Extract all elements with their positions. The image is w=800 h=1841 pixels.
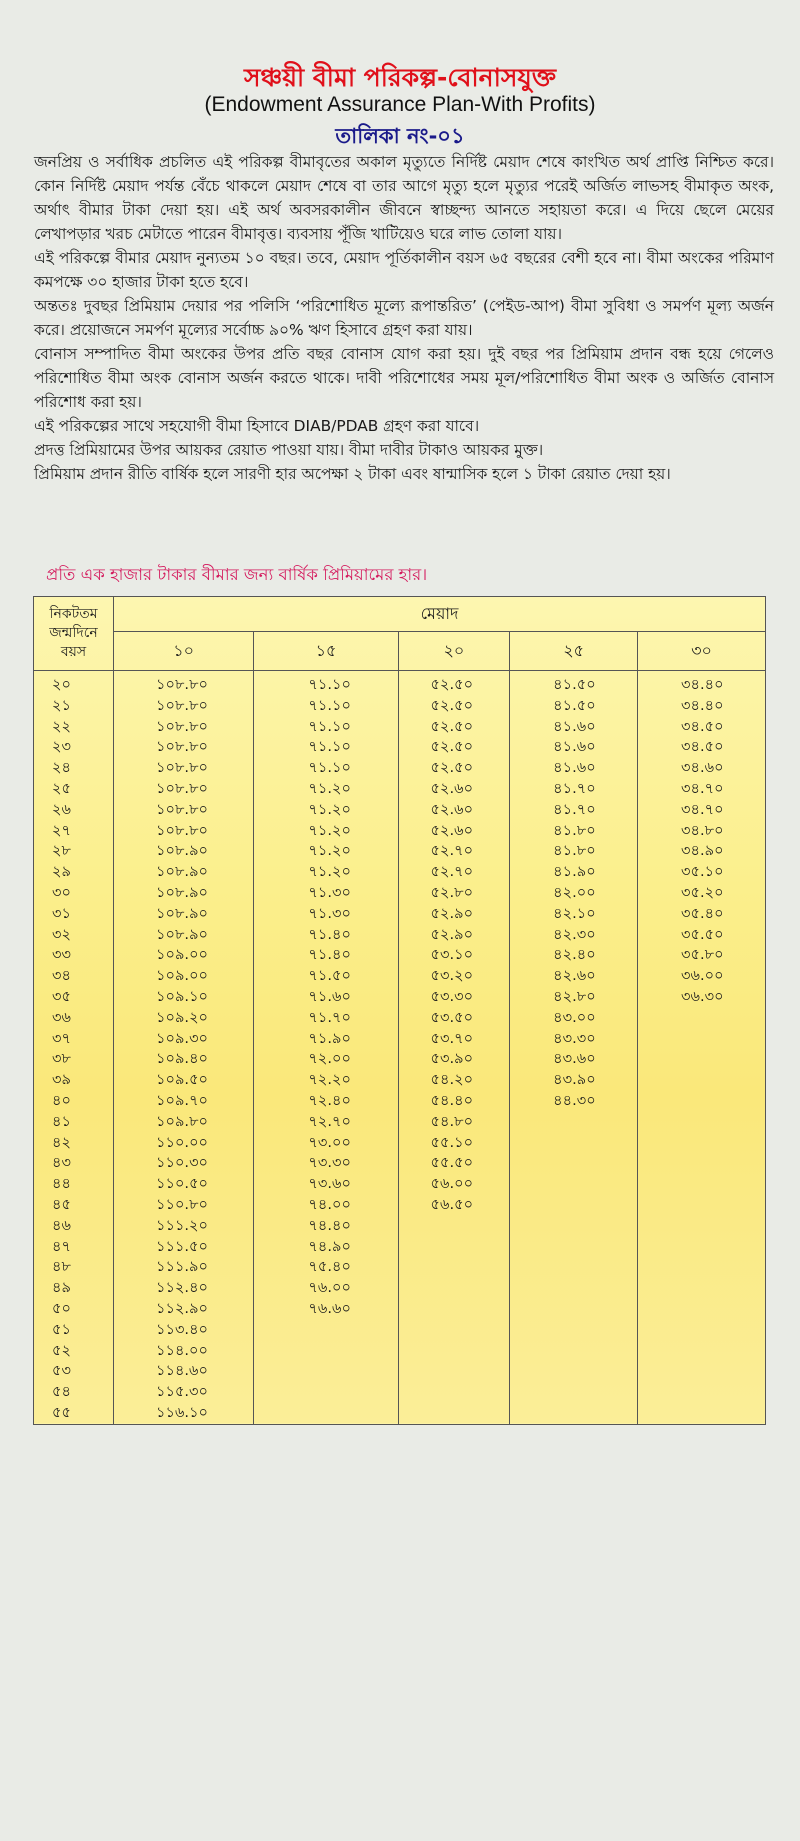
age-cell: ৪০ xyxy=(34,1091,114,1112)
age-cell: ২৭ xyxy=(34,821,114,842)
rate-term-30-cell: ৩৪.৪০ xyxy=(638,696,766,717)
table-row xyxy=(34,1403,766,1424)
rate-term-25-cell: ৪২.৩০ xyxy=(510,925,638,946)
age-cell: ৫০ xyxy=(34,1299,114,1320)
table-row xyxy=(34,945,766,966)
rate-term-30-cell xyxy=(638,1257,766,1278)
table-row xyxy=(34,1153,766,1174)
age-cell: ৪৯ xyxy=(34,1278,114,1299)
rate-term-10-cell: ১১২.৯০ xyxy=(114,1299,254,1320)
table-row xyxy=(34,1008,766,1029)
rate-term-25-cell xyxy=(510,1195,638,1216)
table-row xyxy=(34,1112,766,1133)
rate-term-15-cell: ৭১.৪০ xyxy=(254,925,398,946)
rate-term-20-cell: ৫৩.৫০ xyxy=(398,1008,510,1029)
age-cell: ৩৩ xyxy=(34,945,114,966)
age-cell: ৪৩ xyxy=(34,1153,114,1174)
rate-term-25-cell xyxy=(510,1341,638,1362)
paragraph-paid-up: অন্ততঃ দুবছর প্রিমিয়াম দেয়ার পর পলিসি ‘পরিশোধিত মূল্যে রূপান্তরিত’ (পেইড-আপ) বীমা সুবিধা ও সমর্পণ মূল্য অর্জন করে। প্রয়োজনে সমর্পণ মূল্যের সর্বোচ্চ ৯০% ঋণ হিসাবে গ্রহণ করা যায়। xyxy=(34,297,774,339)
table-row xyxy=(34,1299,766,1320)
rate-term-10-cell: ১০৯.৫০ xyxy=(114,1070,254,1091)
table-row xyxy=(34,696,766,717)
premium-table-body xyxy=(34,671,766,1425)
rate-term-30-cell: ৩৪.৮০ xyxy=(638,821,766,842)
rate-term-15-cell: ৭১.৪০ xyxy=(254,945,398,966)
rate-term-20-cell: ৫৩.৭০ xyxy=(398,1029,510,1050)
page-subtitle: (Endowment Assurance Plan-With Profits) xyxy=(204,93,596,116)
age-cell: ৪৪ xyxy=(34,1174,114,1195)
rate-term-20-cell xyxy=(398,1382,510,1403)
rate-term-10-cell: ১০৮.৮০ xyxy=(114,758,254,779)
rate-term-20-cell: ৫২.৮০ xyxy=(398,883,510,904)
rate-term-30-cell xyxy=(638,1091,766,1112)
rate-term-10-cell: ১০৮.৮০ xyxy=(114,779,254,800)
rate-term-20-cell: ৫৫.১০ xyxy=(398,1133,510,1154)
table-row xyxy=(34,1070,766,1091)
premium-table-container xyxy=(33,596,766,1841)
rate-term-15-cell: ৭৩.৩০ xyxy=(254,1153,398,1174)
table-row xyxy=(34,862,766,883)
table-row xyxy=(34,671,766,696)
rate-term-30-cell xyxy=(638,1112,766,1133)
rate-term-25-cell: ৪২.৮০ xyxy=(510,987,638,1008)
rate-term-20-cell xyxy=(398,1341,510,1362)
table-row xyxy=(34,737,766,758)
rate-term-20-cell: ৫২.৫০ xyxy=(398,671,510,696)
rate-term-10-cell: ১০৯.০০ xyxy=(114,966,254,987)
rate-term-25-cell: ৪২.০০ xyxy=(510,883,638,904)
rate-term-10-cell: ১০৯.০০ xyxy=(114,945,254,966)
rate-term-20-cell: ৫২.৫০ xyxy=(398,717,510,738)
age-cell: ৪৫ xyxy=(34,1195,114,1216)
rate-term-15-cell: ৭২.৭০ xyxy=(254,1112,398,1133)
paragraph-rider: এই পরিকল্পের সাথে সহযোগী বীমা হিসাবে DIAB/PDAB গ্রহণ করা যাবে। xyxy=(34,417,480,435)
rate-term-20-cell: ৫২.৬০ xyxy=(398,779,510,800)
rate-term-20-cell xyxy=(398,1237,510,1258)
rate-term-20-cell: ৫৪.৮০ xyxy=(398,1112,510,1133)
rate-term-25-cell: ৪১.৭০ xyxy=(510,779,638,800)
rate-term-25-cell xyxy=(510,1237,638,1258)
table-row xyxy=(34,717,766,738)
table-row xyxy=(34,821,766,842)
rate-term-25-cell: ৪২.৪০ xyxy=(510,945,638,966)
rate-term-15-cell: ৭১.৯০ xyxy=(254,1029,398,1050)
rate-term-20-cell: ৫৩.৯০ xyxy=(398,1049,510,1070)
rate-term-20-cell xyxy=(398,1216,510,1237)
rate-term-10-cell: ১০৮.৯০ xyxy=(114,904,254,925)
rate-term-15-cell: ৭১.২০ xyxy=(254,779,398,800)
rate-term-25-cell: ৪২.১০ xyxy=(510,904,638,925)
term-25-header: ২৫ xyxy=(510,632,638,671)
rate-term-20-cell: ৫৬.৫০ xyxy=(398,1195,510,1216)
age-cell: ৫২ xyxy=(34,1341,114,1362)
paragraph-tax: প্রদত্ত প্রিমিয়ামের উপর আয়কর রেয়াত পাওয়া যায়। বীমা দাবীর টাকাও আয়কর মুক্ত। xyxy=(34,441,544,459)
age-cell: ৪৬ xyxy=(34,1216,114,1237)
age-cell: ৩১ xyxy=(34,904,114,925)
age-cell: ৩৭ xyxy=(34,1029,114,1050)
rate-term-20-cell: ৫৩.২০ xyxy=(398,966,510,987)
table-row xyxy=(34,1257,766,1278)
rate-term-20-cell: ৫৪.২০ xyxy=(398,1070,510,1091)
rate-term-20-cell: ৫২.৬০ xyxy=(398,800,510,821)
rate-term-30-cell xyxy=(638,1320,766,1341)
rate-term-25-cell: ৪৩.৬০ xyxy=(510,1049,638,1070)
age-cell: ২৬ xyxy=(34,800,114,821)
rate-term-15-cell: ৭১.৩০ xyxy=(254,904,398,925)
table-number: তালিকা নং-০১ xyxy=(335,124,465,148)
rate-term-15-cell xyxy=(254,1361,398,1382)
rate-term-20-cell: ৫৫.৫০ xyxy=(398,1153,510,1174)
rate-term-25-cell: ৪১.৭০ xyxy=(510,800,638,821)
rate-term-25-cell: ৪১.৬০ xyxy=(510,737,638,758)
rate-term-25-cell xyxy=(510,1361,638,1382)
rate-term-10-cell: ১১৬.১০ xyxy=(114,1403,254,1424)
page-title: সঞ্চয়ী বীমা পরিকল্প-বোনাসযুক্ত xyxy=(243,63,557,92)
rate-term-25-cell: ৪১.৫০ xyxy=(510,671,638,696)
rate-term-25-cell xyxy=(510,1299,638,1320)
rate-term-15-cell xyxy=(254,1320,398,1341)
rate-term-10-cell: ১০৮.৮০ xyxy=(114,800,254,821)
age-cell: ৩২ xyxy=(34,925,114,946)
rate-term-20-cell xyxy=(398,1361,510,1382)
rate-term-30-cell xyxy=(638,1361,766,1382)
rate-term-15-cell xyxy=(254,1403,398,1424)
rate-term-20-cell xyxy=(398,1257,510,1278)
table-row xyxy=(34,1091,766,1112)
rate-term-10-cell: ১০৮.৮০ xyxy=(114,696,254,717)
rate-term-30-cell xyxy=(638,1403,766,1424)
table-row xyxy=(34,987,766,1008)
table-row xyxy=(34,1320,766,1341)
rate-term-30-cell: ৩৫.৪০ xyxy=(638,904,766,925)
term-30-header: ৩০ xyxy=(638,632,766,671)
rate-term-20-cell xyxy=(398,1403,510,1424)
rate-term-20-cell: ৫২.৫০ xyxy=(398,696,510,717)
rate-term-20-cell: ৫৩.১০ xyxy=(398,945,510,966)
age-cell: ৪৭ xyxy=(34,1237,114,1258)
table-row xyxy=(34,1049,766,1070)
rate-term-30-cell xyxy=(638,1237,766,1258)
rate-term-10-cell: ১১৩.৪০ xyxy=(114,1320,254,1341)
age-cell: ২৩ xyxy=(34,737,114,758)
rate-term-15-cell: ৭১.১০ xyxy=(254,671,398,696)
age-cell: ৪১ xyxy=(34,1112,114,1133)
rate-term-25-cell xyxy=(510,1216,638,1237)
rate-term-25-cell xyxy=(510,1133,638,1154)
rate-term-10-cell: ১০৮.৯০ xyxy=(114,883,254,904)
age-cell: ২৮ xyxy=(34,841,114,862)
rate-term-30-cell: ৩৬.০০ xyxy=(638,966,766,987)
table-row xyxy=(34,1382,766,1403)
rate-term-10-cell: ১১৪.০০ xyxy=(114,1341,254,1362)
rate-term-10-cell: ১০৯.৮০ xyxy=(114,1112,254,1133)
rate-term-20-cell: ৫৬.০০ xyxy=(398,1174,510,1195)
rate-term-30-cell xyxy=(638,1216,766,1237)
rate-term-15-cell: ৭৪.০০ xyxy=(254,1195,398,1216)
term-column-header: মেয়াদ xyxy=(114,597,766,632)
rate-term-20-cell: ৫৩.৩০ xyxy=(398,987,510,1008)
age-cell: ৩০ xyxy=(34,883,114,904)
age-cell: ২১ xyxy=(34,696,114,717)
age-cell: ৪২ xyxy=(34,1133,114,1154)
rate-term-15-cell: ৭৪.৪০ xyxy=(254,1216,398,1237)
rate-term-15-cell: ৭১.৭০ xyxy=(254,1008,398,1029)
rate-term-30-cell xyxy=(638,1008,766,1029)
rate-term-20-cell: ৫২.৫০ xyxy=(398,758,510,779)
rate-term-25-cell: ৪১.৯০ xyxy=(510,862,638,883)
rate-term-25-cell xyxy=(510,1382,638,1403)
table-row xyxy=(34,1341,766,1362)
rate-term-20-cell xyxy=(398,1320,510,1341)
rate-term-30-cell: ৩৫.১০ xyxy=(638,862,766,883)
rate-term-15-cell xyxy=(254,1382,398,1403)
rate-term-30-cell xyxy=(638,1341,766,1362)
rate-term-30-cell: ৩৫.২০ xyxy=(638,883,766,904)
rate-term-15-cell: ৭২.০০ xyxy=(254,1049,398,1070)
rate-term-10-cell: ১০৮.৯০ xyxy=(114,862,254,883)
age-cell: ২০ xyxy=(34,671,114,696)
table-row xyxy=(34,841,766,862)
paragraph-term: এই পরিকল্পে বীমার মেয়াদ নুন্যতম ১০ বছর। তবে, মেয়াদ পূর্তিকালীন বয়স ৬৫ বছরের বেশী হবে না। বীমা অংকের পরিমাণ কমপক্ষে ৩০ হাজার টাকা হতে হবে। xyxy=(34,249,774,291)
table-row xyxy=(34,758,766,779)
rate-term-20-cell: ৫২.৫০ xyxy=(398,737,510,758)
table-row xyxy=(34,1216,766,1237)
rate-term-20-cell: ৫৪.৪০ xyxy=(398,1091,510,1112)
rate-term-25-cell: ৪২.৬০ xyxy=(510,966,638,987)
rate-term-30-cell xyxy=(638,1278,766,1299)
rate-term-20-cell: ৫২.৭০ xyxy=(398,841,510,862)
age-cell: ৩৫ xyxy=(34,987,114,1008)
table-row xyxy=(34,1029,766,1050)
rate-term-20-cell: ৫২.৭০ xyxy=(398,862,510,883)
age-cell: ৩৪ xyxy=(34,966,114,987)
rate-term-10-cell: ১০৯.৪০ xyxy=(114,1049,254,1070)
rate-term-10-cell: ১১৫.৩০ xyxy=(114,1382,254,1403)
paragraph-rebate: প্রিমিয়াম প্রদান রীতি বার্ষিক হলে সারণী হার অপেক্ষা ২ টাকা এবং ষান্মাসিক হলে ১ টাকা রেয়াত দেয়া হয়। xyxy=(34,465,671,483)
term-20-header: ২০ xyxy=(398,632,510,671)
rate-term-15-cell: ৭৩.০০ xyxy=(254,1133,398,1154)
rate-term-30-cell: ৩৪.৭০ xyxy=(638,779,766,800)
age-cell: ২৯ xyxy=(34,862,114,883)
rate-term-15-cell: ৭২.৪০ xyxy=(254,1091,398,1112)
rate-term-15-cell: ৭১.৩০ xyxy=(254,883,398,904)
rate-term-15-cell: ৭৫.৪০ xyxy=(254,1257,398,1278)
rate-term-20-cell xyxy=(398,1299,510,1320)
rate-term-10-cell: ১১০.৫০ xyxy=(114,1174,254,1195)
rate-term-25-cell xyxy=(510,1403,638,1424)
rate-term-30-cell xyxy=(638,1382,766,1403)
rate-term-30-cell xyxy=(638,1049,766,1070)
rate-term-30-cell xyxy=(638,1299,766,1320)
paragraph-bonus: বোনাস সম্পাদিত বীমা অংকের উপর প্রতি বছর বোনাস যোগ করা হয়। দুই বছর পর প্রিমিয়াম প্রদান বন্ধ হয়ে গেলেও পরিশোধিত বীমা অংক বোনাস অর্জন করতে থাকে। দাবী পরিশোধের সময় মূল/পরিশোধিত বীমা অংক ও অর্জিত বোনাস পরিশোধ করা হয়। xyxy=(34,345,774,411)
rate-term-30-cell xyxy=(638,1070,766,1091)
rate-term-25-cell: ৪১.৬০ xyxy=(510,758,638,779)
age-cell: ২২ xyxy=(34,717,114,738)
rate-term-15-cell: ৭১.১০ xyxy=(254,737,398,758)
rate-term-30-cell: ৩৪.৭০ xyxy=(638,800,766,821)
term-15-header: ১৫ xyxy=(254,632,398,671)
table-row xyxy=(34,904,766,925)
rate-term-25-cell: ৪৩.৯০ xyxy=(510,1070,638,1091)
rate-term-15-cell: ৭১.২০ xyxy=(254,800,398,821)
rate-term-10-cell: ১০৯.৩০ xyxy=(114,1029,254,1050)
table-row xyxy=(34,800,766,821)
rate-term-25-cell xyxy=(510,1153,638,1174)
rate-term-15-cell: ৭২.২০ xyxy=(254,1070,398,1091)
age-cell: ২৪ xyxy=(34,758,114,779)
rate-term-25-cell: ৪১.৫০ xyxy=(510,696,638,717)
rate-term-25-cell xyxy=(510,1112,638,1133)
table-row xyxy=(34,1174,766,1195)
rate-term-15-cell: ৭১.৫০ xyxy=(254,966,398,987)
rate-term-10-cell: ১১৪.৬০ xyxy=(114,1361,254,1382)
age-cell: ৪৮ xyxy=(34,1257,114,1278)
rate-term-25-cell xyxy=(510,1174,638,1195)
rate-term-25-cell xyxy=(510,1257,638,1278)
rate-term-10-cell: ১০৯.২০ xyxy=(114,1008,254,1029)
rate-term-20-cell: ৫২.৯০ xyxy=(398,904,510,925)
rate-term-15-cell: ৭১.২০ xyxy=(254,862,398,883)
table-row xyxy=(34,1278,766,1299)
rate-term-15-cell: ৭১.২০ xyxy=(254,841,398,862)
rate-term-15-cell: ৭৩.৬০ xyxy=(254,1174,398,1195)
rate-term-10-cell: ১০৮.৮০ xyxy=(114,671,254,696)
rate-term-30-cell: ৩৫.৫০ xyxy=(638,925,766,946)
rate-term-15-cell: ৭৬.০০ xyxy=(254,1278,398,1299)
rate-term-30-cell: ৩৪.৫০ xyxy=(638,717,766,738)
age-cell: ৫১ xyxy=(34,1320,114,1341)
rate-term-30-cell xyxy=(638,1029,766,1050)
rate-term-25-cell xyxy=(510,1278,638,1299)
term-10-header: ১০ xyxy=(114,632,254,671)
rate-term-10-cell: ১০৮.৯০ xyxy=(114,841,254,862)
rate-term-10-cell: ১০৮.৮০ xyxy=(114,717,254,738)
rate-term-10-cell: ১০৯.৭০ xyxy=(114,1091,254,1112)
rate-term-25-cell: ৪৩.০০ xyxy=(510,1008,638,1029)
rate-term-30-cell: ৩৪.৬০ xyxy=(638,758,766,779)
age-cell: ৩৮ xyxy=(34,1049,114,1070)
rate-term-15-cell xyxy=(254,1341,398,1362)
rate-term-10-cell: ১১১.২০ xyxy=(114,1216,254,1237)
rate-term-30-cell: ৩৪.৫০ xyxy=(638,737,766,758)
rate-term-10-cell: ১১০.৩০ xyxy=(114,1153,254,1174)
rate-term-15-cell: ৭১.২০ xyxy=(254,821,398,842)
table-row xyxy=(34,1195,766,1216)
age-cell: ২৫ xyxy=(34,779,114,800)
table-row xyxy=(34,1361,766,1382)
rate-term-25-cell xyxy=(510,1320,638,1341)
rate-term-15-cell: ৭১.১০ xyxy=(254,696,398,717)
rate-term-25-cell: ৪৪.৩০ xyxy=(510,1091,638,1112)
rate-term-30-cell xyxy=(638,1195,766,1216)
table-row xyxy=(34,1133,766,1154)
rate-term-10-cell: ১০৯.১০ xyxy=(114,987,254,1008)
rate-term-30-cell xyxy=(638,1153,766,1174)
rate-term-10-cell: ১১১.৯০ xyxy=(114,1257,254,1278)
age-cell: ৩৬ xyxy=(34,1008,114,1029)
rate-term-25-cell: ৪১.৬০ xyxy=(510,717,638,738)
rate-term-15-cell: ৭৪.৯০ xyxy=(254,1237,398,1258)
table-row xyxy=(34,966,766,987)
rate-term-30-cell: ৩৬.৩০ xyxy=(638,987,766,1008)
rate-term-10-cell: ১১০.৮০ xyxy=(114,1195,254,1216)
rate-term-10-cell: ১১২.৪০ xyxy=(114,1278,254,1299)
table-row xyxy=(34,883,766,904)
rate-term-25-cell: ৪৩.৩০ xyxy=(510,1029,638,1050)
rate-term-10-cell: ১০৮.৮০ xyxy=(114,821,254,842)
age-cell: ৩৯ xyxy=(34,1070,114,1091)
rate-term-15-cell: ৭১.১০ xyxy=(254,758,398,779)
rate-term-30-cell: ৩৫.৮০ xyxy=(638,945,766,966)
rate-term-10-cell: ১০৮.৮০ xyxy=(114,737,254,758)
rate-term-15-cell: ৭৬.৬০ xyxy=(254,1299,398,1320)
age-cell: ৫৩ xyxy=(34,1361,114,1382)
age-cell: ৫৫ xyxy=(34,1403,114,1424)
table-row xyxy=(34,925,766,946)
rate-term-15-cell: ৭১.৬০ xyxy=(254,987,398,1008)
plan-description xyxy=(34,150,774,486)
premium-rate-table xyxy=(33,596,766,1425)
paragraph-intro: জনপ্রিয় ও সর্বাধিক প্রচলিত এই পরিকল্প বীমাবৃতের অকাল মৃত্যুতে নির্দিষ্ট মেয়াদ শেষে কাংখিত অর্থ প্রাপ্তি নিশ্চিত করে। কোন নির্দিষ্ট মেয়াদ পর্যন্ত বেঁচে থাকলে মেয়াদ শেষে বা তার আগে মৃত্যু হলে মৃত্যুর পরেই অর্জিত লাভসহ বীমাকৃত অংক, অর্থাৎ বীমার টাকা দেয়া হয়। এই অর্থ অবসরকালীন জীবনে স্বাচ্ছন্দ্য আনতে সহায়তা করে। এ দিয়ে ছেলে মেয়ের লেখাপড়ার খরচ মেটাতে পারেন বীমাবৃত্ত। ব্যবসায় পূঁজি খাটিয়েও ঘরে লাভ তোলা যায়। xyxy=(34,153,774,243)
rate-term-30-cell: ৩৪.৪০ xyxy=(638,671,766,696)
age-column-header: নিকটতম জন্মদিনে বয়স xyxy=(34,597,114,671)
rate-term-10-cell: ১০৮.৯০ xyxy=(114,925,254,946)
rate-term-20-cell: ৫২.৯০ xyxy=(398,925,510,946)
rate-term-30-cell xyxy=(638,1133,766,1154)
rate-term-15-cell: ৭১.১০ xyxy=(254,717,398,738)
rate-term-30-cell: ৩৪.৯০ xyxy=(638,841,766,862)
rate-term-20-cell: ৫২.৬০ xyxy=(398,821,510,842)
rate-term-10-cell: ১১১.৫০ xyxy=(114,1237,254,1258)
age-cell: ৫৪ xyxy=(34,1382,114,1403)
table-row xyxy=(34,1237,766,1258)
premium-rate-caption: প্রতি এক হাজার টাকার বীমার জন্য বার্ষিক প্রিমিয়ামের হার। xyxy=(46,565,428,584)
rate-term-25-cell: ৪১.৮০ xyxy=(510,821,638,842)
rate-term-10-cell: ১১০.০০ xyxy=(114,1133,254,1154)
table-row xyxy=(34,779,766,800)
rate-term-30-cell xyxy=(638,1174,766,1195)
rate-term-25-cell: ৪১.৮০ xyxy=(510,841,638,862)
rate-term-20-cell xyxy=(398,1278,510,1299)
